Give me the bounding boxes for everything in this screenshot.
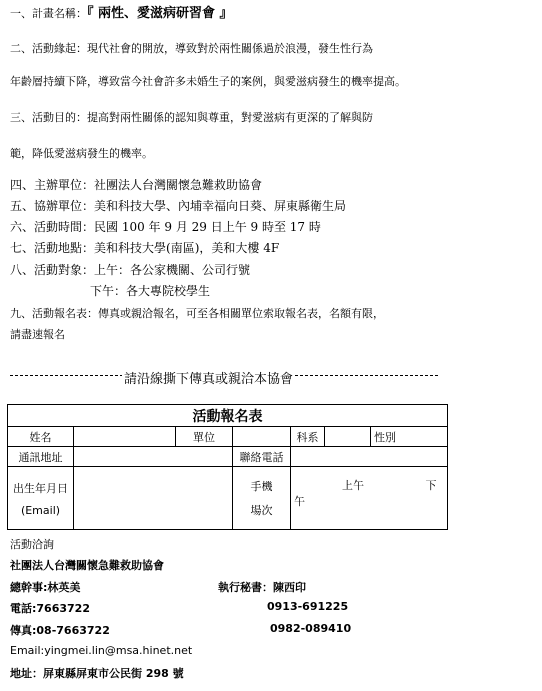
item-value: 美和科技大學(南區)，美和大樓 4F bbox=[94, 241, 280, 255]
item-value: 傳真或親洽報名，可至各相關單位索取報名表，名額有限， bbox=[98, 307, 384, 320]
unit-field[interactable] bbox=[233, 427, 291, 447]
item-value: 美和科技大學、內埔幸福向日葵、屏東縣衛生局 bbox=[94, 199, 347, 213]
form-title: 活動報名表 bbox=[8, 405, 448, 427]
mobile-session-field[interactable] bbox=[291, 467, 448, 530]
name-label: 姓名 bbox=[8, 427, 74, 447]
item-label: 九、活動報名表： bbox=[10, 307, 98, 320]
cut-line bbox=[10, 368, 438, 387]
item-value: 現代社會的開放，導致對於兩性關係過於浪漫，發生性行為 bbox=[87, 42, 373, 55]
item-registration bbox=[10, 305, 384, 321]
contact-fax: 傳真:08-7663722 bbox=[10, 624, 110, 637]
item-label: 二、活動緣起： bbox=[10, 42, 87, 55]
contact-executive-secretary: 執行秘書：陳西印 bbox=[218, 581, 306, 594]
mobile-label: 手機 bbox=[250, 480, 273, 494]
item-plan-name bbox=[10, 2, 233, 21]
phone-field[interactable] bbox=[291, 447, 448, 467]
item-value: 社團法人台灣關懷急難救助協會 bbox=[94, 178, 263, 192]
item-value: 請盡速報名 bbox=[10, 328, 65, 341]
address-label: 通訊地址 bbox=[8, 447, 74, 467]
item-value: 民國 100 年 9 月 29 日上午 9 時至 17 時 bbox=[94, 220, 321, 234]
contact-tel: 電話:7663722 bbox=[10, 602, 90, 615]
item-value: 範，降低愛滋病發生的機率。 bbox=[10, 147, 153, 160]
contact-mobile1: 0913-691225 bbox=[267, 600, 349, 613]
item-value: 下午：各大專院校學生 bbox=[90, 284, 211, 298]
item-registration-cont bbox=[10, 326, 65, 342]
item-origin-cont bbox=[10, 73, 406, 89]
item-location bbox=[10, 239, 279, 256]
name-field[interactable] bbox=[74, 427, 176, 447]
birth-email-field[interactable] bbox=[74, 467, 233, 530]
item-origin bbox=[10, 40, 373, 56]
item-label: 四、主辦單位： bbox=[10, 178, 95, 192]
item-label: 三、活動目的： bbox=[10, 111, 87, 124]
cut-line-text: 請沿線撕下傳真或親洽本協會 bbox=[122, 368, 295, 387]
gender-cell[interactable] bbox=[371, 427, 448, 447]
email-label: (Email) bbox=[20, 503, 61, 517]
contact-heading: 活動洽詢 bbox=[10, 538, 54, 551]
mobile-session-label bbox=[233, 467, 291, 530]
birth-email-label bbox=[8, 467, 74, 530]
item-label: 五、協辦單位： bbox=[10, 199, 95, 213]
registration-form bbox=[7, 404, 448, 530]
contact-email[interactable]: Email:yingmei.lin@msa.hinet.net bbox=[10, 644, 193, 657]
item-label: 一、計畫名稱： bbox=[10, 7, 87, 20]
address-field[interactable] bbox=[74, 447, 233, 467]
item-co-organizer bbox=[10, 197, 346, 214]
plan-title: 『 兩性、愛滋病研習會 』 bbox=[87, 6, 233, 21]
session-pm[interactable]: 下午 bbox=[294, 479, 437, 508]
item-time bbox=[10, 218, 321, 235]
session-label: 場次 bbox=[250, 504, 273, 518]
contact-address: 地址：屏東縣屏東市公民街 298 號 bbox=[10, 667, 184, 680]
item-value: 提高對兩性關係的認知與尊重，對愛滋病有更深的了解與防 bbox=[87, 111, 373, 124]
contact-org: 社團法人台灣關懷急難救助協會 bbox=[10, 559, 164, 572]
session-am[interactable]: 上午 bbox=[342, 479, 364, 492]
dept-label: 科系 bbox=[291, 427, 325, 447]
item-organizer bbox=[10, 176, 262, 193]
contact-mobile2: 0982-089410 bbox=[270, 622, 352, 635]
item-label: 六、活動時間： bbox=[10, 220, 95, 234]
gender-label: 性別 bbox=[374, 430, 396, 444]
unit-label: 單位 bbox=[176, 427, 233, 447]
item-audience-pm bbox=[90, 282, 210, 299]
item-purpose bbox=[10, 109, 373, 125]
dept-field[interactable] bbox=[325, 427, 371, 447]
item-label: 七、活動地點： bbox=[10, 241, 95, 255]
item-audience bbox=[10, 261, 250, 278]
contact-secretary-general: 總幹事:林英美 bbox=[10, 581, 81, 594]
item-value: 上午：各公家機關、公司行號 bbox=[94, 263, 251, 277]
item-label: 八、活動對象： bbox=[10, 263, 95, 277]
birth-label: 出生年月日 bbox=[13, 481, 68, 495]
item-purpose-cont bbox=[10, 145, 153, 161]
phone-label: 聯絡電話 bbox=[233, 447, 291, 467]
item-value: 年齡層持續下降，導致當今社會許多未婚生子的案例，與愛滋病發生的機率提高。 bbox=[10, 75, 406, 88]
